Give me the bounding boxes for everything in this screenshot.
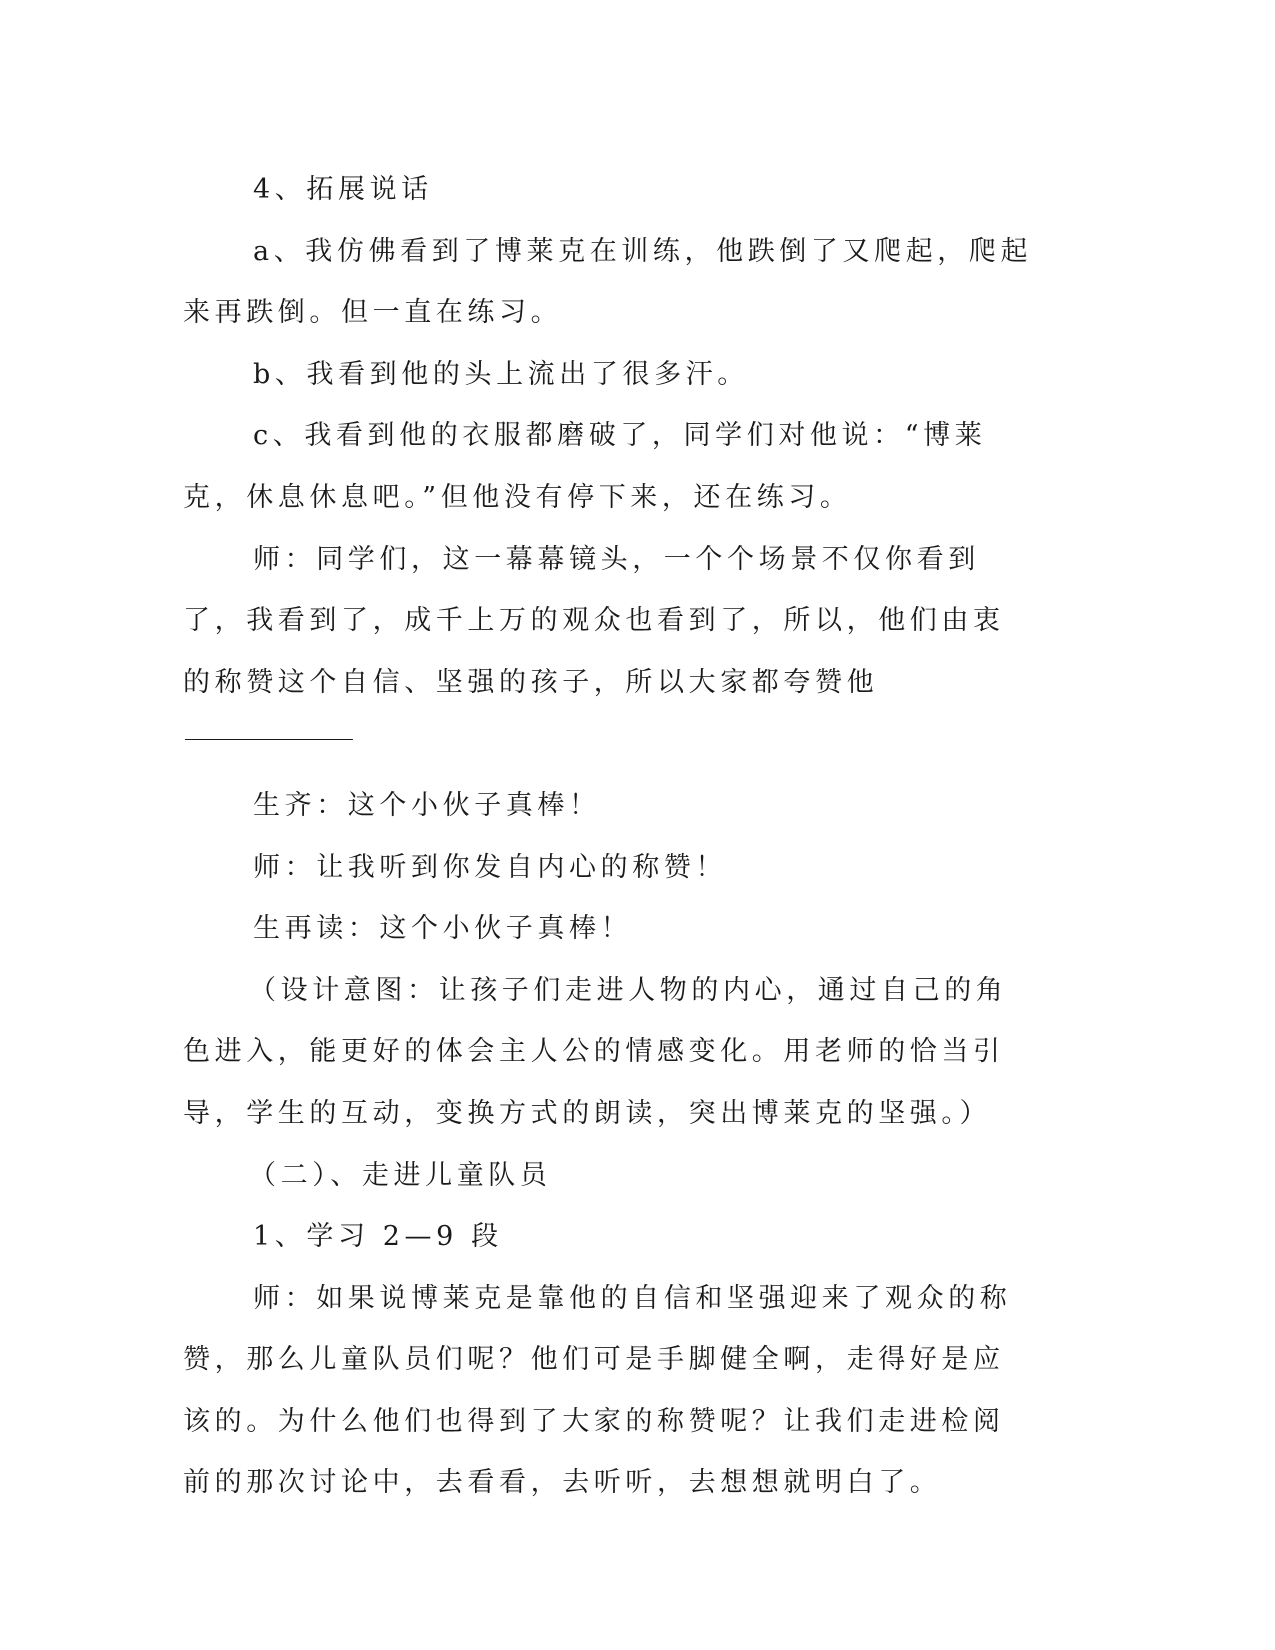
paragraph-c: c、我看到他的衣服都磨破了，同学们对他说：“博莱克，休息休息吧。”但他没有停下来，还在练习。 xyxy=(183,420,987,513)
students-reread: 生再读：这个小伙子真棒！ xyxy=(253,913,633,945)
paragraph-a: a、我仿佛看到了博莱克在训练，他跌倒了又爬起，爬起来再跌倒。但一直在练习。 xyxy=(183,235,1033,329)
teacher-paragraph-1-text: 师：同学们，这一幕幕镜头，一个个场景不仅你看到了，我看到了，成千上万的观众也看到了，所以，他们由衷的称赞这个自信、坚强的孩子，所以大家都夸赞他 xyxy=(183,543,1005,698)
fill-in-blank-line xyxy=(185,739,353,740)
teacher-paragraph-3: 师：如果说博莱克是靠他的自信和坚强迎来了观众的称赞，那么儿童队员们呢？他们可是手脚健全啊，走得好是应该的。为什么他们也得到了大家的称赞呢？让我们走进检阅前的那次讨论中，去看看，去听听，去想想就明白了。 xyxy=(183,1282,1012,1499)
subheading-study-2-9: 1、学习 2—9 段 xyxy=(253,1221,503,1253)
design-intent-note: （设计意图：让孩子们走进人物的内心，通过自己的角色进入，能更好的体会主人公的情感变化。用老师的恰当引导，学生的互动，变换方式的朗读，突出博莱克的坚强。） xyxy=(183,974,1008,1129)
students-chorus: 生齐：这个小伙子真棒！ xyxy=(253,789,601,821)
heading-expand-speaking: 4、拓展说话 xyxy=(253,174,433,205)
teacher-paragraph-1 xyxy=(183,529,1033,775)
document-body xyxy=(183,159,1033,1514)
paragraph-b: b、我看到他的头上流出了很多汗。 xyxy=(253,358,749,390)
teacher-paragraph-2: 师：让我听到你发自内心的称赞！ xyxy=(253,851,727,883)
section-heading-2: （二）、走进儿童队员 xyxy=(249,1159,552,1191)
